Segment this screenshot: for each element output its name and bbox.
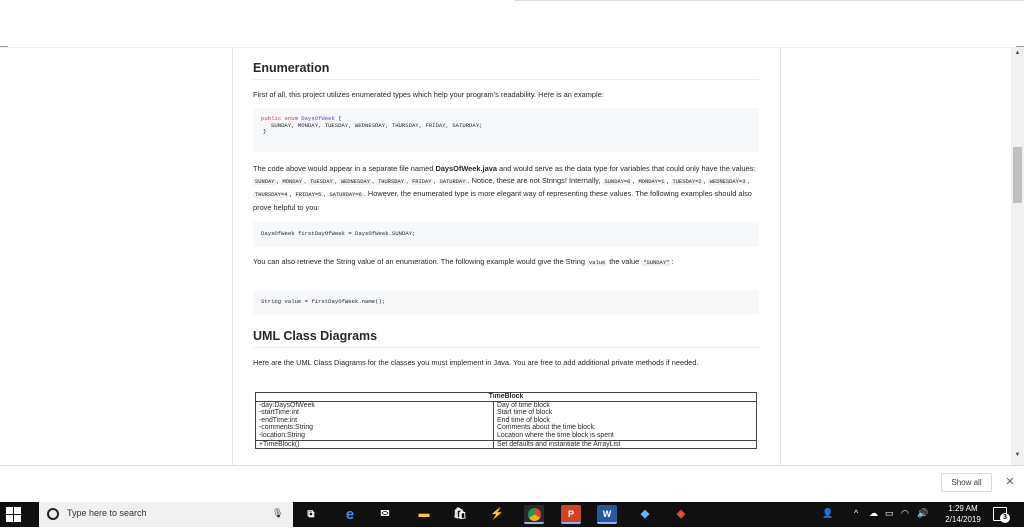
uml-field-description: Day of time block — [497, 401, 550, 409]
uml-method-description: Set defaults and instantiate the ArrayList — [494, 440, 757, 449]
uml-intro: Here are the UML Class Diagrams for the classes you must implement in Java. You are free to add additional private methods if needed. — [253, 358, 699, 367]
enum-code-block — [253, 108, 759, 152]
wifi-icon[interactable]: ◠ — [901, 508, 909, 518]
code-keyword: public enum — [261, 115, 298, 122]
text: and would serve as the data type for variables that could only have the values: — [496, 164, 756, 173]
text: The code above would appear in a separate file named — [253, 164, 436, 173]
volume-icon[interactable]: 🔊 — [917, 508, 929, 518]
text: the value — [607, 257, 642, 266]
file-name: DaysOfWeek.java — [435, 164, 497, 173]
git-icon[interactable]: ◈ — [676, 508, 686, 520]
search-placeholder: Type here to search — [67, 508, 147, 518]
scroll-down-icon[interactable]: ▼ — [1014, 452, 1021, 458]
clock-date: 2/14/2019 — [945, 515, 981, 524]
code-line-2: SUNDAY, MONDAY, TUESDAY, WEDNESDAY, THURSDAY, FRIDAY, SATURDAY; — [271, 121, 483, 129]
inline-code: TUESDAY=2 — [672, 179, 702, 186]
uml-field-description: Start time of block — [497, 409, 553, 417]
download-bar — [0, 465, 1024, 502]
enum-explanation: The code above would appear in a separate file named DaysOfWeek.java and would serve as the data type for variables that could only have the values: SUNDAY , MONDAY , TUESDAY , WEDNESDAY , THURSDAY , FRIDAY , SATURDAY . Notice, these are not Strings! Internally, SUNDAY=0 , MONDAY=1 , TUESDAY=2 , WEDNESDAY=3 , THURSDAY=4 , FRIDAY=5 , SATURDAY=6 . However, the enumerated type is more elegant way of representing these values. The following examples should also prove helpful to you: — [253, 164, 756, 212]
inline-code: SATURDAY — [439, 179, 466, 186]
file-explorer-icon[interactable]: ▬ — [418, 508, 430, 520]
inline-code: MONDAY — [282, 179, 302, 186]
people-icon[interactable]: 👤 — [822, 508, 834, 518]
inline-code: "SUNDAY" — [643, 260, 670, 266]
uml-method: +TimeBlock() — [256, 440, 494, 449]
code-block-3: String value = firstDayOfWeek.name(); — [253, 290, 759, 315]
uml-field: -startTime:int — [259, 409, 299, 417]
uml-field: -day:DaysOfWeek — [259, 401, 315, 409]
right-marker — [1016, 46, 1024, 47]
uml-heading: UML Class Diagrams — [253, 329, 759, 348]
readme-content — [232, 48, 781, 465]
text: : — [671, 257, 674, 266]
show-all-button[interactable]: Show all — [941, 473, 992, 492]
code-enum-name: DaysOfWeek — [301, 115, 335, 122]
text: You can also retrieve the String value of an enumeration. The following example would give the String — [253, 257, 588, 266]
scroll-up-icon[interactable]: ▲ — [1014, 50, 1021, 56]
inline-code: SATURDAY=6 — [329, 192, 362, 199]
code-brace-open: { — [338, 115, 342, 122]
clock-time: 1:29 AM — [948, 504, 978, 513]
notification-count: 3 — [1000, 513, 1010, 523]
uml-field-description: Location where the time block is spent — [497, 431, 614, 439]
inline-code: value — [589, 260, 606, 266]
edge-browser-icon[interactable]: e — [345, 506, 355, 523]
windows-taskbar — [0, 502, 1024, 527]
code-block-2: DaysOfWeek firstDayOfWeek = DaysOfWeek.SUNDAY; — [253, 222, 759, 247]
close-icon[interactable]: ✕ — [1005, 476, 1015, 488]
page-scrollbar[interactable] — [1011, 48, 1024, 465]
mail-icon[interactable]: ✉ — [380, 508, 390, 520]
uml-field-description: End time of block — [497, 416, 550, 424]
uml-field-descriptions — [494, 401, 757, 440]
text: . However, the enumerated type is more elegant way of representing these values. The following examples should also prove helpful to you: — [253, 189, 752, 212]
uml-field: -location:String — [259, 431, 305, 439]
inline-code: THURSDAY — [378, 179, 404, 186]
uml-class-diagram — [255, 392, 757, 449]
browser-top-area — [0, 0, 1024, 48]
inline-code: THURSDAY=4 — [255, 192, 288, 199]
task-view-icon[interactable]: ⧉ — [307, 509, 315, 520]
enumeration-heading: Enumeration — [253, 61, 759, 80]
inline-code: FRIDAY — [412, 179, 432, 186]
inline-code: SUNDAY — [255, 179, 275, 186]
action-center-icon[interactable] — [993, 507, 1007, 521]
uml-field-description: Comments about the time block. — [497, 424, 596, 432]
taskbar-search-box[interactable] — [39, 502, 293, 527]
cortana-icon — [47, 508, 59, 520]
text: . Notice, these are not Strings! Internally, — [467, 176, 603, 186]
uml-field: -comments:String — [259, 424, 313, 432]
uml-field: -endTime:int — [259, 416, 298, 424]
uml-fields — [256, 401, 494, 440]
battery-icon[interactable]: ▭ — [885, 508, 894, 518]
app-bolt-icon[interactable]: ⚡ — [490, 508, 504, 520]
inline-code: WEDNESDAY — [340, 179, 370, 186]
uml-class-name: TimeBlock — [256, 393, 757, 402]
inline-code: WEDNESDAY=3 — [709, 179, 746, 186]
inline-code: MONDAY=1 — [638, 179, 665, 186]
show-hidden-icons-chevron-icon[interactable]: ^ — [854, 508, 859, 518]
taskbar-clock[interactable] — [943, 503, 983, 525]
onedrive-icon[interactable]: ☁ — [869, 508, 878, 518]
store-icon[interactable]: 🛍 — [453, 508, 467, 520]
string-value-explanation — [253, 256, 759, 269]
left-marker — [0, 46, 8, 47]
code-line-3: } — [263, 128, 267, 136]
tab-strip-edge — [515, 0, 1024, 1]
inline-code: FRIDAY=5 — [295, 192, 322, 199]
windows-start-icon[interactable] — [6, 507, 21, 522]
inline-code: SUNDAY=0 — [604, 179, 631, 186]
app-shield-icon[interactable]: ◆ — [640, 508, 650, 520]
chrome-icon[interactable] — [524, 505, 544, 524]
word-icon[interactable]: W — [597, 505, 617, 524]
microphone-icon[interactable]: 🎙 — [272, 508, 284, 518]
enumeration-intro: First of all, this project utilizes enumerated types which help your program's readability. Here is an example: — [253, 90, 604, 99]
scrollbar-thumb[interactable] — [1013, 147, 1022, 203]
inline-code: TUESDAY — [310, 179, 333, 186]
powerpoint-icon[interactable]: P — [561, 505, 581, 524]
